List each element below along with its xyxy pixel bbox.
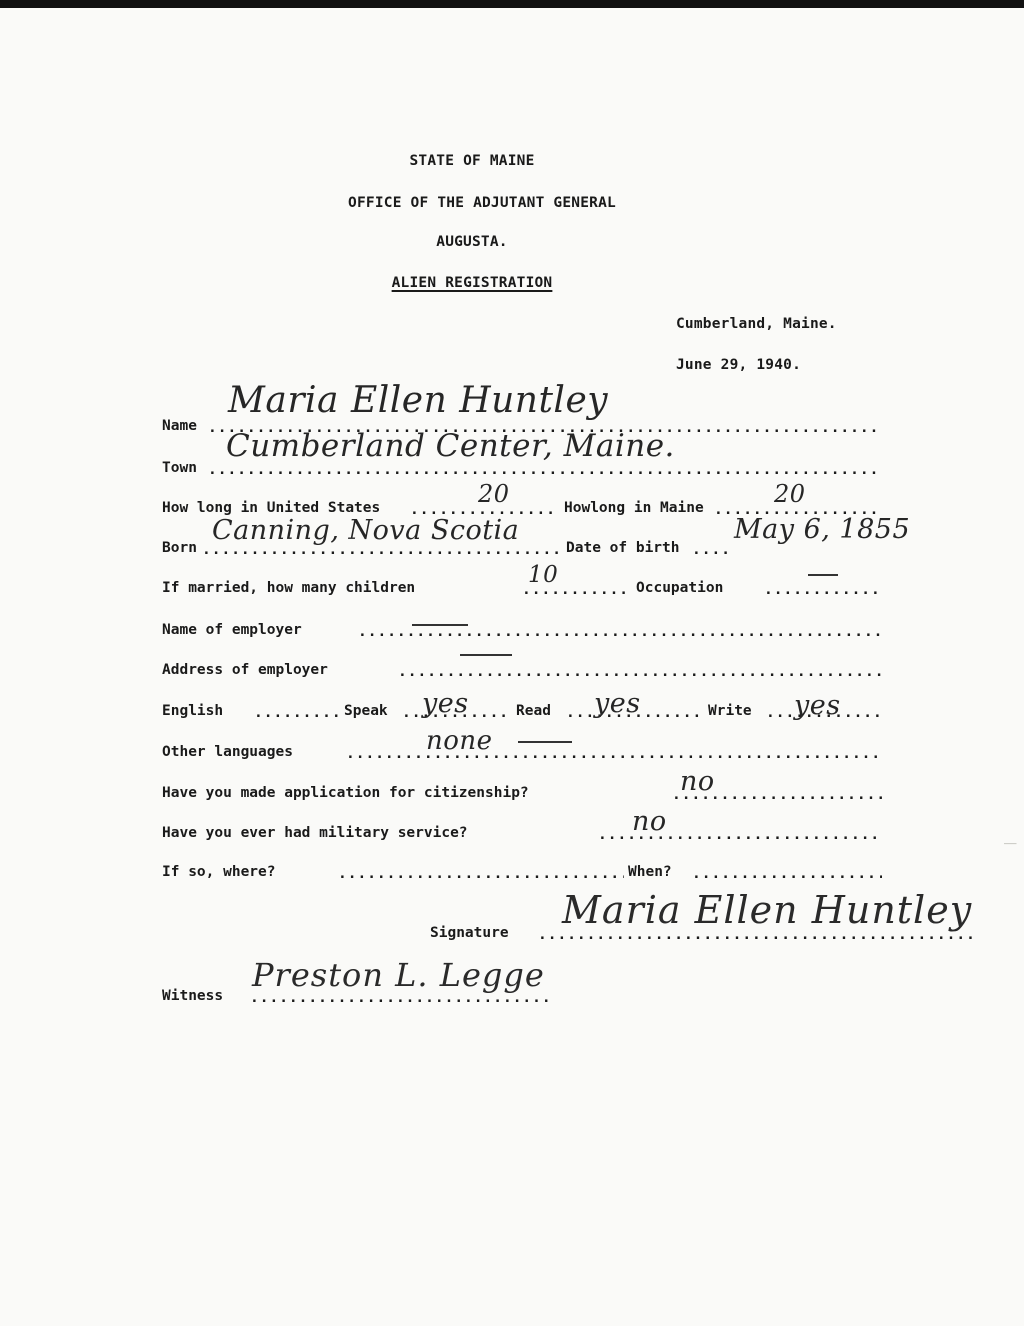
employer-address-row xyxy=(162,662,882,682)
write-value: yes xyxy=(794,690,841,721)
signature-label: Signature xyxy=(430,925,509,941)
english-row xyxy=(162,703,882,723)
military-value: no xyxy=(632,806,667,837)
state-heading: STATE OF MAINE xyxy=(409,153,535,169)
write-label: Write xyxy=(708,703,752,719)
children-label: If married, how many children xyxy=(162,580,416,596)
other-lang-value: none xyxy=(426,726,493,756)
military-label: Have you ever had military service? xyxy=(162,825,468,841)
read-value: yes xyxy=(594,688,641,719)
witness-label: Witness xyxy=(162,988,224,1004)
maine-years-value: 20 xyxy=(774,480,806,508)
employer-dash xyxy=(412,624,468,626)
military-row xyxy=(162,825,882,845)
citizenship-value: no xyxy=(680,766,715,797)
born-value: Canning, Nova Scotia xyxy=(212,515,520,546)
witness-value: Preston L. Legge xyxy=(252,956,545,994)
citizenship-row xyxy=(162,785,882,805)
town-label: Town xyxy=(162,460,197,476)
other-lang-dash xyxy=(518,741,572,743)
born-label: Born xyxy=(162,540,197,556)
when-label: When? xyxy=(628,864,672,880)
read-label: Read xyxy=(516,703,551,719)
other-lang-label: Other languages xyxy=(162,744,293,760)
where-label: If so, where? xyxy=(162,864,276,880)
scan-bleed-mark: | xyxy=(1004,840,1018,848)
speak-value: yes xyxy=(422,688,469,719)
town-value: Cumberland Center, Maine. xyxy=(226,428,675,464)
employer-label: Name of employer xyxy=(162,622,302,638)
other-languages-row xyxy=(162,744,882,764)
city-heading: AUGUSTA. xyxy=(436,234,508,250)
children-value: 10 xyxy=(528,562,559,588)
english-leader xyxy=(254,705,340,721)
speak-label: Speak xyxy=(344,703,388,719)
service-row xyxy=(162,864,882,884)
occupation-dash xyxy=(808,574,838,576)
date-line: June 29, 1940. xyxy=(676,357,802,373)
form-title: ALIEN REGISTRATION xyxy=(391,275,553,291)
where-leader xyxy=(338,866,624,882)
office-heading: OFFICE OF THE ADJUTANT GENERAL xyxy=(348,195,616,211)
us-years-label: How long in United States xyxy=(162,500,381,516)
town-leader xyxy=(208,462,882,478)
citizenship-label: Have you made application for citizenship? xyxy=(162,785,529,801)
name-label: Name xyxy=(162,418,197,434)
english-label: English xyxy=(162,703,224,719)
employer-address-label: Address of employer xyxy=(162,662,328,678)
employer-leader xyxy=(358,624,882,640)
scan-top-edge xyxy=(0,0,1024,8)
dob-label: Date of birth xyxy=(566,540,680,556)
maine-years-label: Howlong in Maine xyxy=(564,500,704,516)
name-value: Maria Ellen Huntley xyxy=(228,380,609,421)
employer-row xyxy=(162,622,882,642)
us-years-value: 20 xyxy=(478,480,510,508)
children-row xyxy=(162,580,882,600)
occupation-leader xyxy=(764,582,882,598)
when-leader xyxy=(692,866,882,882)
employer-address-dash xyxy=(460,654,512,656)
signature-value: Maria Ellen Huntley xyxy=(562,888,973,932)
place-line: Cumberland, Maine. xyxy=(676,316,837,332)
dob-leader xyxy=(692,542,732,558)
employer-address-leader xyxy=(398,664,882,680)
dob-value: May 6, 1855 xyxy=(734,514,911,545)
occupation-label: Occupation xyxy=(636,580,724,596)
